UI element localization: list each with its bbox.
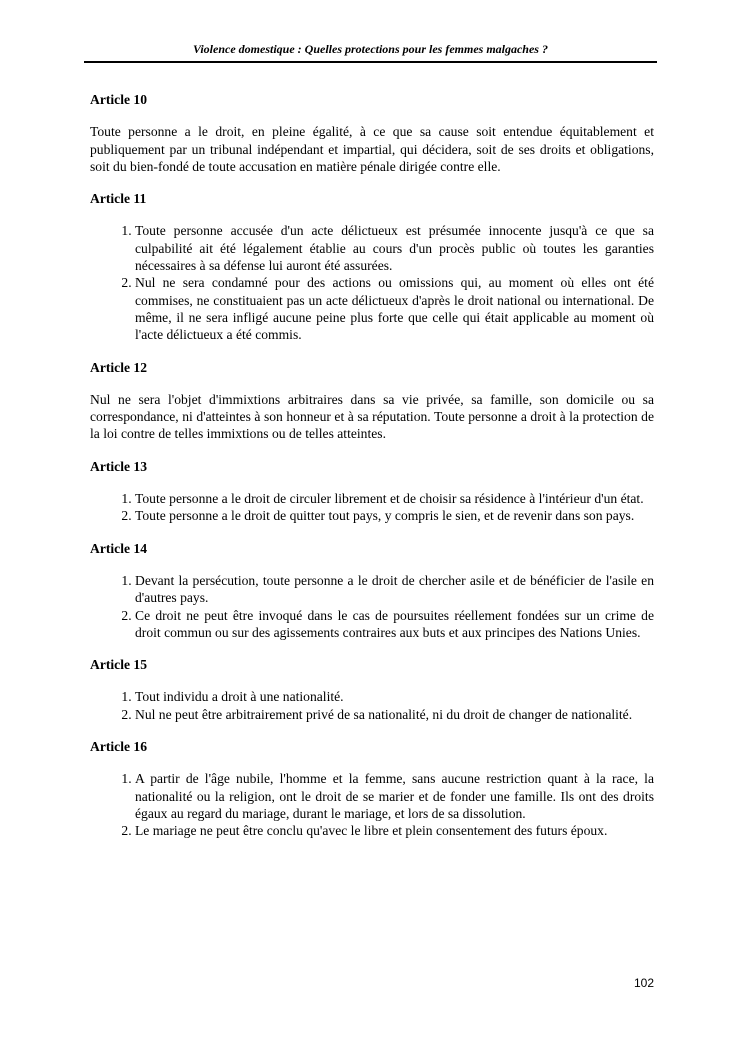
article-16 <box>90 738 654 839</box>
list-item: 1. Devant la persécution, toute personne a le droit de chercher asile et de bénéficier de l'asile en d'autres pays. <box>135 572 654 607</box>
article-12 <box>90 359 654 443</box>
article-paragraph: Toute personne a le droit, en pleine égalité, à ce que sa cause soit entendue équitablement et publiquement par un tribunal indépendant et impartial, qui décidera, soit de ses droits et obligations, soit du bien-fondé de toute accusation en matière pénale dirigée contre elle. <box>90 124 654 174</box>
list-item: 1. Toute personne accusée d'un acte délictueux est présumée innocente jusqu'à ce que sa culpabilité ait été légalement établie au cours d'un procès public où toutes les garanties nécessaires à sa défense lui auront été assurées. <box>135 222 654 274</box>
list-item: 2. Toute personne a le droit de quitter tout pays, y compris le sien, et de revenir dans son pays. <box>135 507 654 524</box>
article-heading: Article 10 <box>90 92 147 107</box>
article-15 <box>90 656 654 723</box>
article-heading: Article 14 <box>90 540 147 556</box>
article-list <box>90 770 654 839</box>
article-heading: Article 11 <box>90 191 147 207</box>
article-list <box>90 222 654 343</box>
article-14 <box>90 540 654 641</box>
article-list <box>90 572 654 641</box>
list-item: 2. Nul ne sera condamné pour des actions ou omissions qui, au moment où elles ont été commises, ne constituaient pas un acte délictueux d'après le droit national ou international. De même, il ne sera infligé aucune peine plus forte que celle qui était applicable au moment où l'acte délictueux a été commis. <box>135 274 654 343</box>
list-item: 2. Nul ne peut être arbitrairement privé de sa nationalité, ni du droit de changer de nationalité. <box>135 706 654 723</box>
article-13 <box>90 458 654 525</box>
article-heading: Article 16 <box>90 739 147 755</box>
article-heading: Article 13 <box>90 458 147 474</box>
list-item: 1. Tout individu a droit à une nationalité. <box>135 688 654 705</box>
article-heading: Article 15 <box>90 657 147 673</box>
list-item: 2. Ce droit ne peut être invoqué dans le cas de poursuites réellement fondées sur un crime de droit commun ou sur des agissements contraires aux buts et aux principes des Nations Unies. <box>135 607 654 642</box>
article-11 <box>90 190 654 343</box>
article-10 <box>90 91 654 175</box>
list-item: 2. Le mariage ne peut être conclu qu'avec le libre et plein consentement des futurs époux. <box>135 822 654 839</box>
article-list <box>90 490 654 525</box>
page-number: 102 <box>633 976 654 990</box>
list-item: 1. Toute personne a le droit de circuler librement et de choisir sa résidence à l'intérieur d'un état. <box>135 490 654 507</box>
article-list <box>90 688 654 723</box>
article-heading: Article 12 <box>90 359 147 375</box>
header-rule <box>84 61 657 63</box>
running-header: Violence domestique : Quelles protections pour les femmes malgaches ? <box>193 42 548 56</box>
list-item: 1. A partir de l'âge nubile, l'homme et la femme, sans aucune restriction quant à la race, la nationalité ou la religion, ont le droit de se marier et de fonder une famille. Ils ont des droits égaux au regard du mariage, durant le mariage, et lors de sa dissolution. <box>135 770 654 822</box>
page-content <box>90 91 654 855</box>
article-paragraph: Nul ne sera l'objet d'immixtions arbitraires dans sa vie privée, sa famille, son domicile ou sa correspondance, ni d'atteintes à son honneur et à sa réputation. Toute personne a droit à la protection de la loi contre de telles immixtions ou de telles atteintes. <box>90 391 654 442</box>
